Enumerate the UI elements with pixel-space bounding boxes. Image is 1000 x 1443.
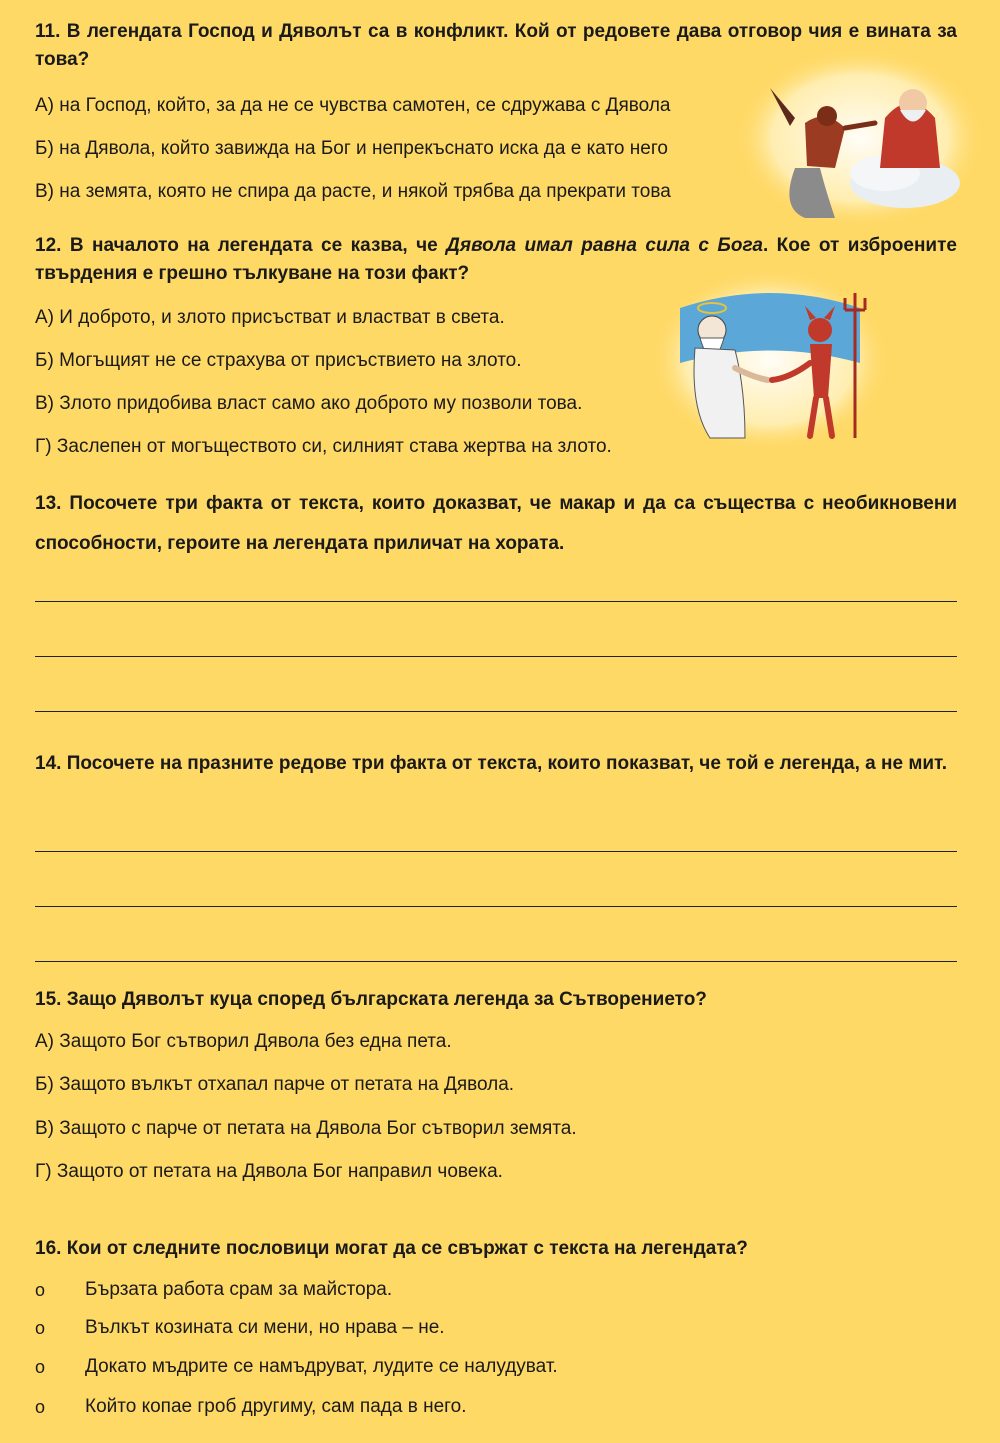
q12-option-b[interactable]: Б) Могъщият не се страхува от присъствието на злото. (35, 350, 522, 371)
q13-answer-line-3[interactable] (35, 711, 957, 712)
q15-option-b[interactable]: Б) Защото вълкът отхапал парче от петата на Дявола. (35, 1074, 515, 1095)
q12-title-italic: Дявола имал равна сила с Бога (446, 235, 763, 256)
q12-option-a[interactable]: А) И доброто, и злото присъстват и властват в света. (35, 307, 505, 328)
q14-answer-line-1[interactable] (35, 851, 957, 852)
q11-option-a[interactable]: А) на Господ, който, за да не се чувства самотен, се сдружава с Дявола (35, 95, 671, 116)
q13-answer-line-1[interactable] (35, 601, 957, 602)
q16-bullet-4[interactable]: o (35, 1397, 46, 1417)
q12-option-d[interactable]: Г) Заслепен от могъществото си, силният става жертва на злото. (35, 436, 612, 457)
q16-item-1: Бързата работа срам за майстора. (85, 1279, 393, 1300)
question-11-title: 11. В легендата Господ и Дяволът са в конфликт. Кой от редовете дава отговор чия е вината за това? (35, 21, 957, 70)
q12-option-c[interactable]: В) Злото придобива власт само ако доброто му позволи това. (35, 393, 583, 414)
q12-title-after: . Кое от изброените твърдения е грешно тълкуване на този факт? (35, 235, 957, 284)
god-devil-handshake-illustration (650, 268, 890, 453)
q16-bullet-2[interactable]: o (35, 1318, 46, 1338)
q11-option-c[interactable]: В) на земята, която не спира да расте, и някой трябва да прекрати това (35, 181, 671, 202)
q12-title-before: 12. В началото на легендата се казва, че (35, 235, 447, 256)
question-16-title: 16. Кои от следните пословици могат да се свържат с текста на легендата? (35, 1238, 748, 1259)
q16-item-4: Който копае гроб другиму, сам пада в него. (85, 1396, 467, 1417)
q14-answer-line-2[interactable] (35, 906, 957, 907)
devil-and-god-illustration (735, 48, 985, 228)
q16-item-2: Вълкът козината си мени, но нрава – не. (85, 1317, 445, 1338)
q11-option-b[interactable]: Б) на Дявола, който завижда на Бог и непрекъснато иска да е като него (35, 138, 668, 159)
q16-bullet-1[interactable]: o (35, 1280, 46, 1300)
q15-option-a[interactable]: А) Защото Бог сътворил Дявола без една пета. (35, 1031, 452, 1052)
q14-answer-line-3[interactable] (35, 961, 957, 962)
question-14-title: 14. Посочете на празните редове три факта от текста, които показват, че той е легенда, а не мит. (35, 753, 947, 774)
question-15-title: 15. Защо Дяволът куца според българската легенда за Сътворението? (35, 989, 707, 1010)
q15-option-c[interactable]: В) Защото с парче от петата на Дявола Бог сътворил земята. (35, 1118, 577, 1139)
q15-option-d[interactable]: Г) Защото от петата на Дявола Бог направил човека. (35, 1161, 503, 1182)
q13-answer-line-2[interactable] (35, 656, 957, 657)
q16-item-3: Докато мъдрите се намъдруват, лудите се налудуват. (85, 1356, 558, 1377)
question-13-title: 13. Посочете три факта от текста, които доказват, че макар и да са същества с необикновени способности, героите на легендата приличат на хората. (35, 493, 957, 554)
q16-bullet-3[interactable]: o (35, 1357, 46, 1377)
